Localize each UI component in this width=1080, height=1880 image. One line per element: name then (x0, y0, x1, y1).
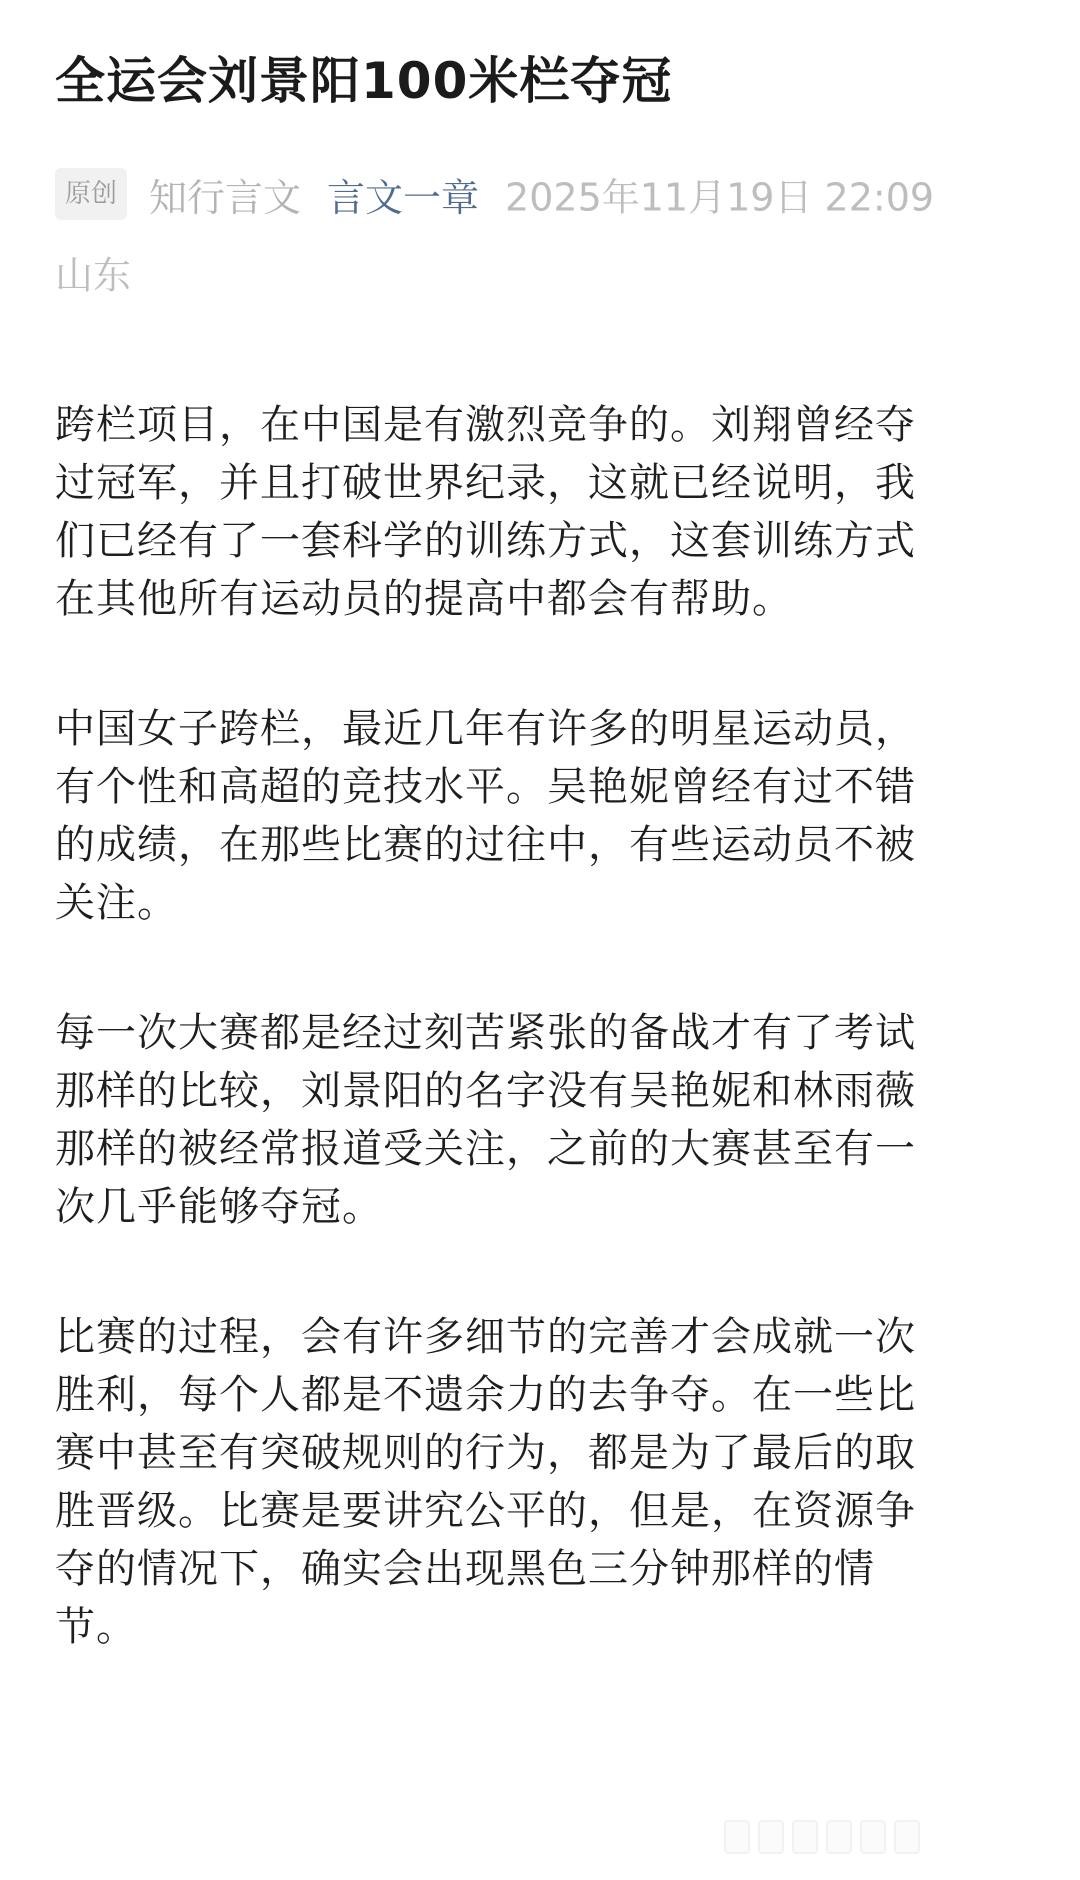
paragraph-line: 关注。 (55, 880, 178, 926)
meta-line-1 (55, 156, 1030, 234)
paragraph-line: 夺的情况下，确实会出现黑色三分钟那样的情 (55, 1546, 875, 1592)
watermark-glyph (894, 1820, 920, 1854)
account-link[interactable]: 言文一章 (327, 175, 480, 220)
original-badge: 原创 (55, 168, 127, 220)
paragraph-line: 胜利，每个人都是不遗余力的去争夺。在一些比 (55, 1372, 916, 1418)
watermark-glyph (826, 1820, 852, 1854)
paragraph-3 (55, 1004, 1030, 1236)
paragraph-2 (55, 700, 1030, 932)
paragraph-line: 次几乎能够夺冠。 (55, 1184, 383, 1230)
article-body (55, 396, 1030, 1656)
article (55, 0, 1030, 1728)
author-name: 知行言文 (149, 175, 302, 220)
paragraph-line: 那样的比较，刘景阳的名字没有吴艳妮和林雨薇 (55, 1068, 916, 1114)
article-meta (55, 156, 1030, 312)
paragraph-line: 过冠军，并且打破世界纪录，这就已经说明，我 (55, 460, 916, 506)
article-title: 全运会刘景阳100米栏夺冠 (55, 52, 673, 110)
publish-datetime: 2025年11月19日 22:09 (505, 175, 935, 220)
watermark-glyph (860, 1820, 886, 1854)
paragraph-line: 赛中甚至有突破规则的行为，都是为了最后的取 (55, 1430, 916, 1476)
paragraph-4 (55, 1308, 1030, 1656)
watermark-glyph (792, 1820, 818, 1854)
meta-line-2 (55, 234, 1030, 312)
paragraph-line: 的成绩，在那些比赛的过往中，有些运动员不被 (55, 822, 916, 868)
paragraph-line: 每一次大赛都是经过刻苦紧张的备战才有了考试 (55, 1010, 916, 1056)
watermark-glyph (724, 1820, 750, 1854)
paragraph-line: 中国女子跨栏，最近几年有许多的明星运动员， (55, 706, 916, 752)
paragraph-1 (55, 396, 1030, 628)
paragraph-line: 那样的被经常报道受关注，之前的大赛甚至有一 (55, 1126, 916, 1172)
paragraph-line: 比赛的过程，会有许多细节的完善才会成就一次 (55, 1314, 916, 1360)
paragraph-line: 胜晋级。比赛是要讲究公平的，但是，在资源争 (55, 1488, 916, 1534)
paragraph-line: 们已经有了一套科学的训练方式，这套训练方式 (55, 518, 916, 564)
paragraph-line: 节。 (55, 1604, 137, 1650)
ip-location: 山东 (55, 253, 132, 298)
faint-watermark (724, 1820, 984, 1856)
watermark-glyph (758, 1820, 784, 1854)
paragraph-line: 有个性和高超的竞技水平。吴艳妮曾经有过不错 (55, 764, 916, 810)
paragraph-line: 跨栏项目，在中国是有激烈竞争的。刘翔曾经夺 (55, 402, 916, 448)
paragraph-line: 在其他所有运动员的提高中都会有帮助。 (55, 576, 793, 622)
